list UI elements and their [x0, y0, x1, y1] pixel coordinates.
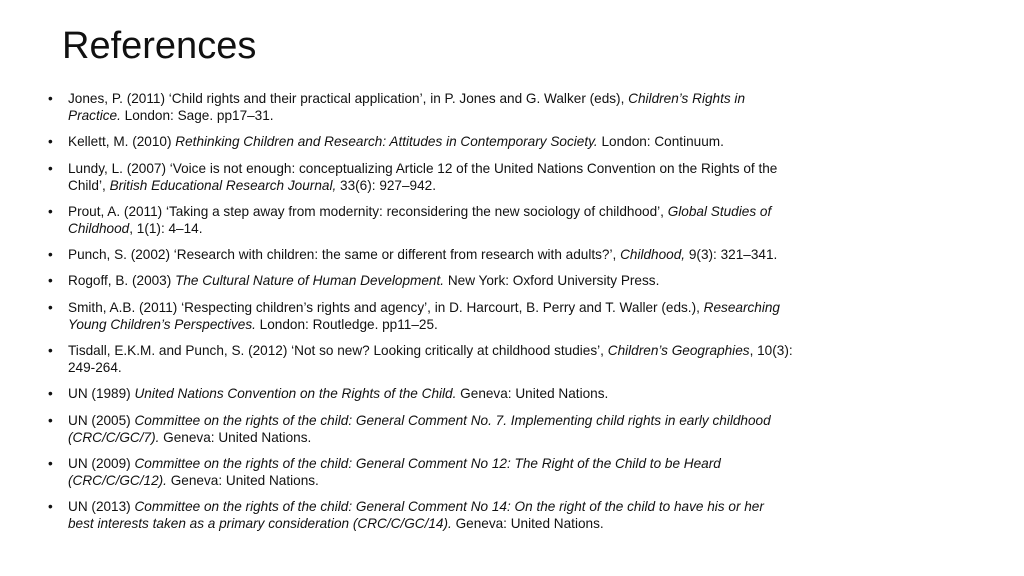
- bullet-icon: •: [48, 134, 53, 150]
- bullet-icon: •: [48, 386, 53, 402]
- reference-source-title: Committee on the rights of the child: General Comment No 12: The Right of the Child to be Heard (CRC/C/GC/12).: [68, 455, 721, 488]
- reference-source-title: Children’s Geographies: [607, 343, 750, 359]
- reference-source-title: Rethinking Children and Research: Attitudes in Contemporary Society.: [175, 134, 598, 150]
- bullet-icon: •: [48, 412, 53, 428]
- reference-item: [48, 160, 793, 194]
- reference-item: [48, 133, 793, 150]
- bullet-icon: •: [48, 455, 53, 471]
- reference-publication-details: London: Continuum.: [597, 134, 724, 150]
- reference-source-title: Children’s Rights in Practice.: [68, 91, 746, 123]
- reference-text: UN (1989): [68, 386, 135, 402]
- reference-source-title: Childhood,: [620, 247, 686, 263]
- reference-publication-details: Geneva: United Nations.: [166, 472, 319, 488]
- reference-text: UN (2009): [68, 455, 135, 471]
- reference-source-title: Committee on the rights of the child: General Comment No 14: On the right of the child to have his or her best interests taken as a primary consideration (CRC/C/GC/14).: [68, 499, 764, 532]
- reference-publication-details: Geneva: United Nations.: [159, 429, 312, 445]
- bullet-icon: •: [48, 273, 53, 289]
- reference-text: Rogoff, B. (2003): [68, 273, 176, 289]
- reference-publication-details: 33(6): 927–942.: [336, 177, 437, 193]
- page-title: References: [62, 25, 257, 67]
- bullet-icon: •: [48, 91, 53, 106]
- reference-publication-details: London: Sage. pp17–31.: [120, 108, 274, 123]
- reference-publication-details: 9(3): 321–341.: [685, 247, 778, 263]
- reference-item: [48, 455, 793, 489]
- reference-source-title: Committee on the rights of the child: General Comment No. 7. Implementing child rights in early childhood (CRC/C/GC/7).: [68, 412, 771, 445]
- reference-text: Kellett, M. (2010): [68, 134, 176, 150]
- reference-publication-details: New York: Oxford University Press.: [444, 273, 660, 289]
- bullet-icon: •: [48, 299, 53, 315]
- reference-item: [48, 299, 793, 333]
- reference-text: Jones, P. (2011) ‘Child rights and their practical application’, in P. Jones and G. Walker (eds),: [68, 91, 629, 106]
- reference-publication-details: Geneva: United Nations.: [456, 386, 609, 402]
- reference-item: [48, 385, 793, 402]
- reference-text: Prout, A. (2011) ‘Taking a step away from modernity: reconsidering the new sociology of childhood’,: [68, 203, 668, 219]
- reference-text: Tisdall, E.K.M. and Punch, S. (2012) ‘Not so new? Looking critically at childhood studies’,: [68, 343, 608, 359]
- reference-publication-details: , 1(1): 4–14.: [129, 220, 203, 236]
- reference-source-title: Researching Young Children’s Perspectives.: [68, 299, 780, 332]
- reference-text: Smith, A.B. (2011) ‘Respecting children’s rights and agency’, in D. Harcourt, B. Perry and T. Waller (eds.),: [68, 299, 704, 315]
- reference-source-title: The Cultural Nature of Human Development.: [175, 273, 445, 289]
- reference-publication-details: , 10(3): 249-264.: [68, 343, 793, 376]
- bullet-icon: •: [48, 203, 53, 219]
- bullet-icon: •: [48, 499, 53, 515]
- bullet-icon: •: [48, 247, 53, 263]
- reference-item: [48, 90, 793, 124]
- reference-text: Punch, S. (2002) ‘Research with children: the same or different from research with adults?’,: [68, 247, 621, 263]
- reference-item: [48, 203, 793, 237]
- reference-publication-details: Geneva: United Nations.: [451, 516, 604, 532]
- reference-source-title: United Nations Convention on the Rights of the Child.: [134, 386, 457, 402]
- reference-item: [48, 272, 793, 289]
- reference-text: Lundy, L. (2007) ‘Voice is not enough: conceptualizing Article 12 of the United Nations Convention on the Rights of the Child’,: [68, 160, 778, 193]
- reference-publication-details: London: Routledge. pp11–25.: [255, 316, 438, 332]
- reference-text: UN (2013): [68, 499, 135, 515]
- reference-item: [48, 246, 793, 263]
- bullet-icon: •: [48, 343, 53, 359]
- bullet-icon: •: [48, 160, 53, 176]
- reference-source-title: British Educational Research Journal,: [109, 177, 337, 193]
- reference-source-title: Global Studies of Childhood: [68, 203, 772, 236]
- reference-text: UN (2005): [68, 412, 135, 428]
- reference-list: [48, 90, 793, 542]
- reference-item: [48, 342, 793, 376]
- reference-item: [48, 498, 793, 532]
- reference-item: [48, 412, 793, 446]
